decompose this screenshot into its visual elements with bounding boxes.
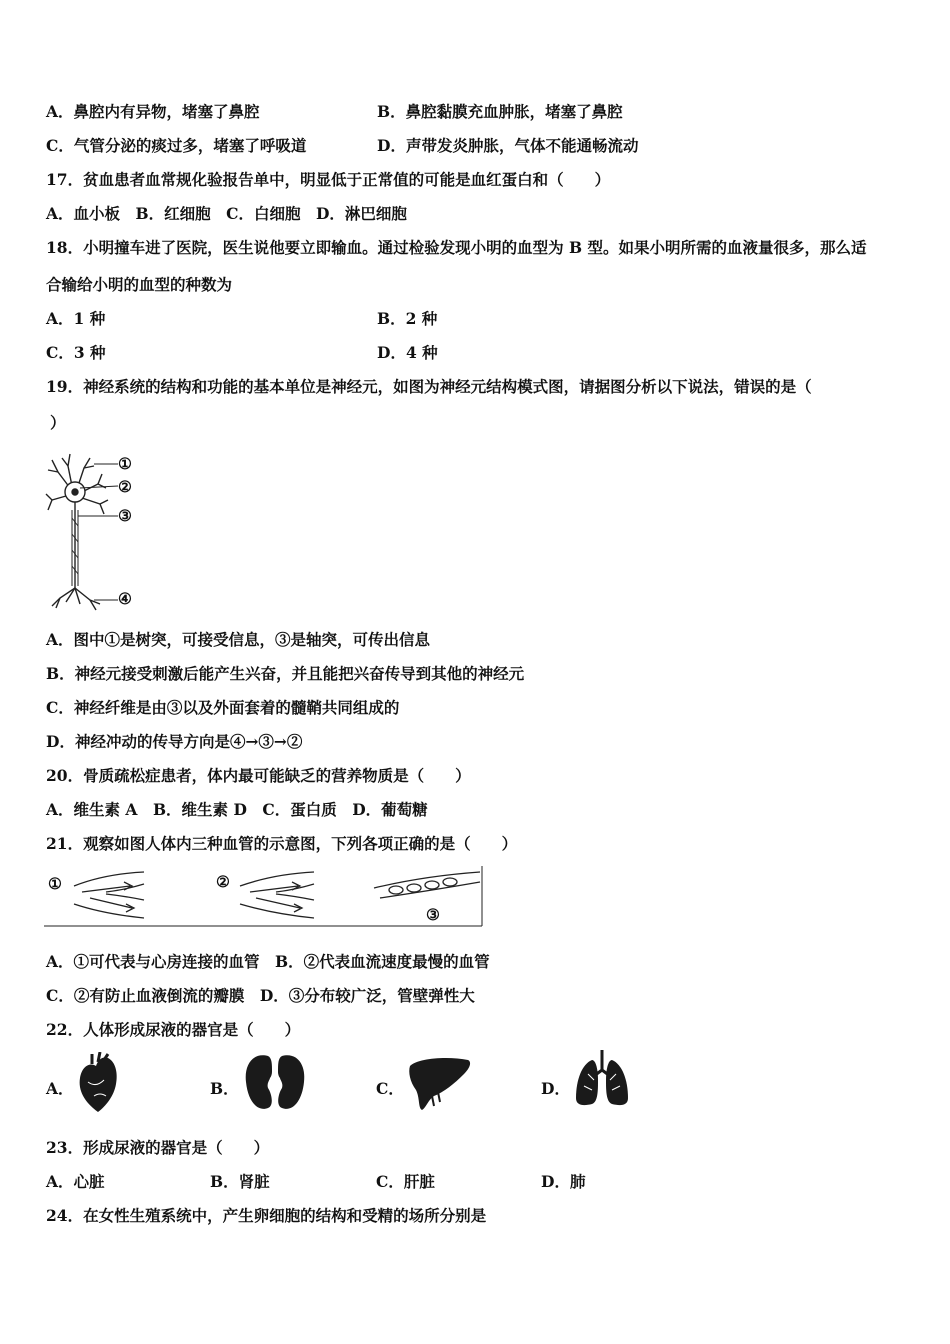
q16-option-c: C．气管分泌的痰过多，堵塞了呼吸道 [46, 136, 307, 155]
blood-vessel-diagram [44, 864, 484, 928]
q22-option-d: D． [541, 1079, 570, 1098]
q17-stem: 17．贫血患者血常规化验报告单中，明显低于正常值的可能是血红蛋白和（ ） [46, 170, 611, 189]
liver-icon [408, 1056, 472, 1112]
q20-stem: 20．骨质疏松症患者，体内最可能缺乏的营养物质是（ ） [46, 766, 471, 785]
q19-option-b: B．神经元接受刺激后能产生兴奋，并且能把兴奋传导到其他的神经元 [46, 664, 525, 683]
q23-option-a: A．心脏 [46, 1172, 105, 1191]
q18-option-c: C．3 种 [46, 343, 106, 362]
q18-stem-line2: 合输给小明的血型的种数为 [46, 275, 233, 294]
q18-stem-line1: 18．小明撞车进了医院，医生说他要立即输血。通过检验发现小明的血型为 B 型。如果小明所需的血液量很多，那么适 [46, 238, 867, 257]
q22-stem: 22．人体形成尿液的器官是（ ） [46, 1020, 301, 1039]
kidney-icon [242, 1052, 308, 1114]
q17-options: A．血小板 B．红细胞 C．白细胞 D．淋巴细胞 [46, 204, 407, 223]
q21-options-cd: C．②有防止血液倒流的瓣膜 D．③分布较广泛，管壁弹性大 [46, 986, 475, 1005]
q16-option-b: B．鼻腔黏膜充血肿胀，堵塞了鼻腔 [377, 102, 623, 121]
vessel-label-3: ③ [426, 905, 440, 924]
vessel-label-1: ① [48, 874, 62, 893]
q21-stem: 21．观察如图人体内三种血管的示意图，下列各项正确的是（ ） [46, 834, 518, 853]
lungs-icon [574, 1050, 630, 1108]
q22-option-c: C． [376, 1079, 404, 1098]
q18-option-a: A．1 种 [46, 309, 106, 328]
neuron-label-3: ③ [118, 506, 132, 525]
q22-option-a: A． [46, 1079, 74, 1098]
heart-icon [76, 1052, 120, 1114]
neuron-label-4: ④ [118, 589, 132, 608]
q24-stem: 24．在女性生殖系统中，产生卵细胞的结构和受精的场所分别是 [46, 1206, 487, 1225]
q23-option-b: B．肾脏 [210, 1172, 270, 1191]
q19-option-a: A．图中①是树突，可接受信息，③是轴突，可传出信息 [46, 630, 431, 649]
q18-option-b: B．2 种 [377, 309, 438, 328]
neuron-label-1: ① [118, 454, 132, 473]
q20-options: A．维生素 A B．维生素 D C．蛋白质 D．葡萄糖 [46, 800, 428, 819]
q23-option-c: C．肝脏 [376, 1172, 435, 1191]
q19-stem-line1: 19．神经系统的结构和功能的基本单位是神经元，如图为神经元结构模式图，请据图分析以下说法，错误的是（ [46, 377, 812, 396]
q19-option-c: C．神经纤维是由③以及外面套着的髓鞘共同组成的 [46, 698, 400, 717]
q21-options-ab: A．①可代表与心房连接的血管 B．②代表血流速度最慢的血管 [46, 952, 490, 971]
q16-option-a: A．鼻腔内有异物，堵塞了鼻腔 [46, 102, 260, 121]
q18-option-d: D．4 种 [377, 343, 438, 362]
q16-option-d: D．声带发炎肿胀，气体不能通畅流动 [377, 136, 639, 155]
q23-option-d: D．肺 [541, 1172, 586, 1191]
q22-option-b: B． [210, 1079, 239, 1098]
q19-option-d: D．神经冲动的传导方向是④→③→② [46, 732, 303, 751]
neuron-label-2: ② [118, 477, 132, 496]
vessel-label-2: ② [216, 872, 230, 891]
q19-stem-line2: ） [50, 413, 66, 432]
q23-stem: 23．形成尿液的器官是（ ） [46, 1138, 270, 1157]
